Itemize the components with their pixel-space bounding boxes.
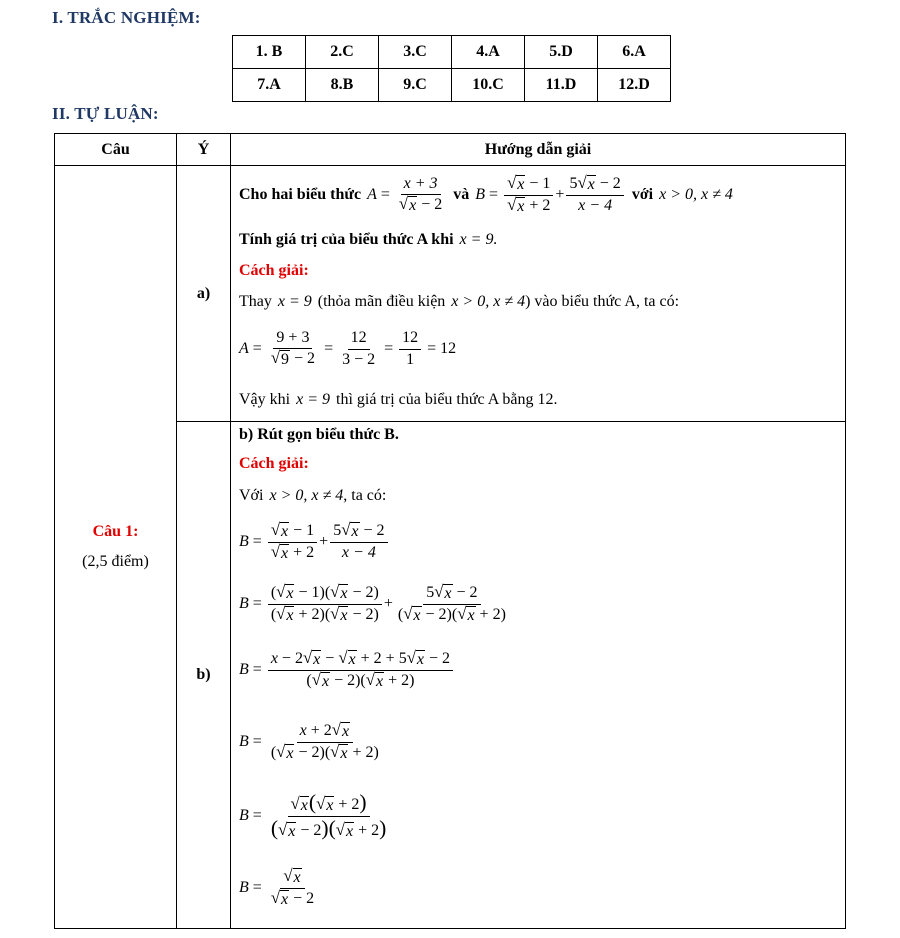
part-a-solution	[231, 166, 846, 422]
condition-b: Với x > 0, x ≠ 4 , ta có:	[239, 487, 387, 504]
fraction-b1: √ x − 1 √ x + 2	[504, 175, 553, 215]
substitution-line: Thay x = 9 (thỏa mãn điều kiện x > 0, x ≠ 4 ) vào biểu thức A, ta có:	[239, 293, 680, 310]
conclusion-a: Vậy khi x = 9 thì giá trị của biểu thức A bằng 12.	[239, 391, 558, 408]
answer-cell: 9.C	[379, 69, 452, 102]
answer-cell: 1. B	[233, 36, 306, 69]
part-a-label: a)	[177, 166, 231, 422]
given-expressions: Cho hai biểu thức A = x + 3 √ x − 2 và B = √ x − 1 √ x + 2 + 5 √ x − 2 x − 4 với x > 0, x ≠ 4	[239, 172, 733, 215]
method-label-a: Cách giải:	[239, 262, 309, 279]
task-a: Tính giá trị của biểu thức A khi x = 9.	[239, 231, 498, 248]
answer-key-table	[232, 35, 671, 102]
step-6: B = √ x √ x − 2	[239, 865, 315, 908]
section-title-multiple-choice: I. TRẮC NGHIỆM:	[52, 8, 201, 27]
answer-cell: 5.D	[525, 36, 598, 69]
part-b-solution	[231, 422, 846, 929]
answer-cell: 6.A	[598, 36, 671, 69]
section-title-essay: II. TỰ LUẬN:	[52, 104, 159, 123]
step-2: B = ( √ x − 1)( √ x − 2) ( √ x + 2)( √ x − 2) + 5 √ x − 2 ( √ x − 2)( √ x + 2)	[239, 581, 506, 624]
col-header-huong-dan: Hướng dẫn giải	[231, 134, 846, 166]
method-label-b: Cách giải:	[239, 455, 309, 472]
computation-a: A = 9 + 3 √ 9 − 2 = $\frac{12}{3 - 2}$ = $\frac{12}{1}$ = 12	[239, 329, 457, 369]
col-header-cau: Câu	[55, 134, 177, 166]
answer-cell: 11.D	[525, 69, 598, 102]
answer-cell: 2.C	[306, 36, 379, 69]
answer-cell: 12.D	[598, 69, 671, 102]
answer-cell: 10.C	[452, 69, 525, 102]
answer-row	[233, 36, 671, 69]
answer-cell: 3.C	[379, 36, 452, 69]
fraction-b2: 5 √ x − 2 x − 4	[566, 175, 623, 215]
question-cell	[55, 166, 177, 929]
question-points: (2,5 điểm)	[82, 553, 149, 570]
task-b: b) Rút gọn biểu thức B.	[239, 426, 399, 443]
fraction-a: x + 3 √ x − 2	[398, 175, 443, 215]
question-label: Câu 1:	[92, 523, 139, 540]
answer-cell: 7.A	[233, 69, 306, 102]
part-b-label: b)	[177, 422, 231, 929]
answer-cell: 4.A	[452, 36, 525, 69]
answer-row	[233, 69, 671, 102]
col-header-y: Ý	[177, 134, 231, 166]
answer-cell: 8.B	[306, 69, 379, 102]
step-1: B = √ x − 1 √ x + 2 + 5 √ x − 2 x − 4	[239, 512, 845, 572]
step-5: B = √ x ( √ x + 2) ( √ x − 2)( √ x + 2)	[239, 789, 387, 840]
step-4: B = x + 2 √ x ( √ x − 2)( √ x + 2)	[239, 719, 379, 762]
solution-table	[54, 133, 846, 929]
step-3: B = x − 2 √ x − √ x + 2 + 5 √ x − 2 ( √ x − 2)( √ x + 2)	[239, 636, 845, 704]
